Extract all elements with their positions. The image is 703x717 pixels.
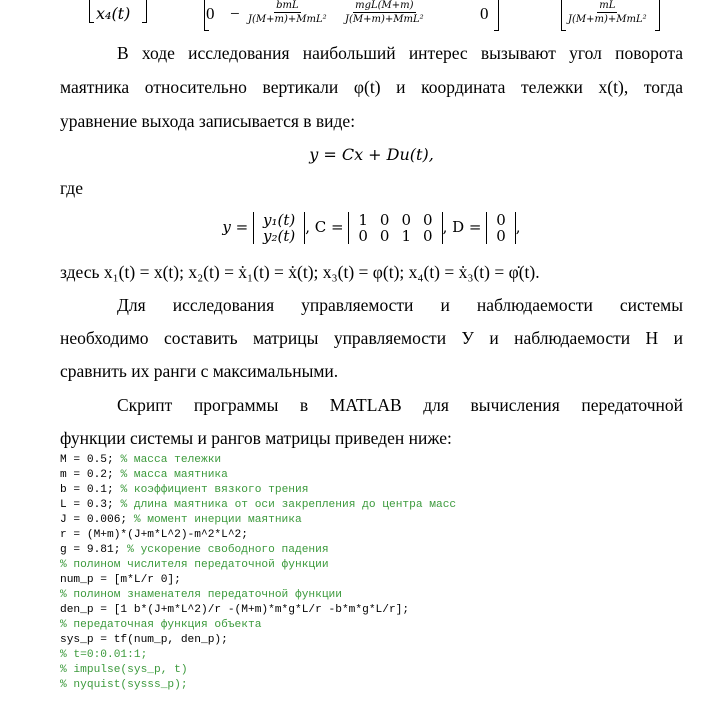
code-line [60,468,456,483]
cell: 0 [206,4,215,23]
top-matrix-row [0,0,703,40]
code-line [60,603,456,618]
code-text: b = 0.1; [60,484,121,496]
paragraph-line: уравнение выхода записывается в виде: [60,111,356,131]
code-text: m = 0.2; [60,469,121,481]
code-comment: % передаточная функция объекта [60,619,262,631]
paragraph-line: функции системы и рангов матрицы приведен ниже: [60,428,452,448]
paragraph-line: Скрипт программы в MATLAB для вычисления передаточной [117,395,683,415]
code-comment: % t=0:0.01:1; [60,649,148,661]
x4-label: x₄(t) [96,4,131,23]
fraction: bmL J(M+m)+MmL² [248,0,327,25]
paragraph-line: В ходе исследования наибольший интерес вызывают угол поворота [117,43,683,63]
y-vector: y₁(t) y₂(t) [253,212,305,244]
code-comment: % длина маятника от оси закрепления до центра масс [120,499,457,511]
code-text: g = 9.81; [60,544,128,556]
code-comment: % impulse(sys_p, t) [60,664,188,676]
fraction: mgL(M+m) J(M+m)+MmL² [345,0,424,25]
code-line [60,633,456,648]
where-label: где [60,178,83,198]
code-text: num_p = [m*L/r 0]; [60,574,181,586]
code-line [60,498,456,513]
code-line [60,588,456,603]
code-line [60,663,456,678]
code-text: sys_p = tf(num_p, den_p); [60,634,228,646]
cell: 0 [480,4,489,23]
code-comment: % nyquist(sysss_p); [60,679,188,691]
code-line [60,573,456,588]
code-comment: % масса маятника [120,469,228,481]
code-line [60,678,456,693]
code-line [60,513,456,528]
c-matrix: 1 0 0 0 0 0 1 0 [348,212,442,244]
code-line [60,543,456,558]
matlab-code [60,453,456,693]
paragraph-line: сравнить их ранги с максимальными. [60,361,339,381]
code-comment: % полином числителя передаточной функции [60,559,329,571]
code-comment: % коэффициент вязкого трения [120,484,309,496]
output-equation: y = Cx + Du(t), [309,145,434,164]
code-comment: % полином знаменателя передаточной функции [60,589,342,601]
code-line [60,453,456,468]
state-definitions: здесь x₁(t) = x(t); x₂(t) = ẋ₁(t) = ẋ(t); x₃(t) = φ(t); x₄(t) = ẋ₃(t) = φ̇(t). [60,262,540,282]
code-comment: % ускорение свободного падения [127,544,329,556]
code-comment: % масса тележки [120,454,222,466]
fraction: mL J(M+m)+MmL² [568,0,647,25]
code-line [60,558,456,573]
code-text: J = 0.006; [60,514,134,526]
paragraph-line: маятника относительно вертикали φ(t) и координата тележки x(t), тогда [60,77,683,97]
code-line [60,648,456,663]
code-text: r = (M+m)*(J+m*L^2)-m^2*L^2; [60,529,248,541]
paragraph-line: Для исследования управляемости и наблюдаемости системы [117,295,683,315]
matrix-equation: y = y₁(t) y₂(t) , C = 1 0 0 0 0 0 1 0 , D = 0 0 , [222,211,521,245]
code-comment: % момент инерции маятника [133,514,302,526]
code-line [60,528,456,543]
code-text: L = 0.3; [60,499,121,511]
code-text: M = 0.5; [60,454,121,466]
code-text: den_p = [1 b*(J+m*L^2)/r -(M+m)*m*g*L/r -b*m*g*L/r]; [60,604,410,616]
code-line [60,483,456,498]
cell: − [230,4,240,23]
d-matrix: 0 0 [486,212,516,244]
code-line [60,618,456,633]
paragraph-line: необходимо составить матрицы управляемости У и наблюдаемости Н и [60,328,683,348]
